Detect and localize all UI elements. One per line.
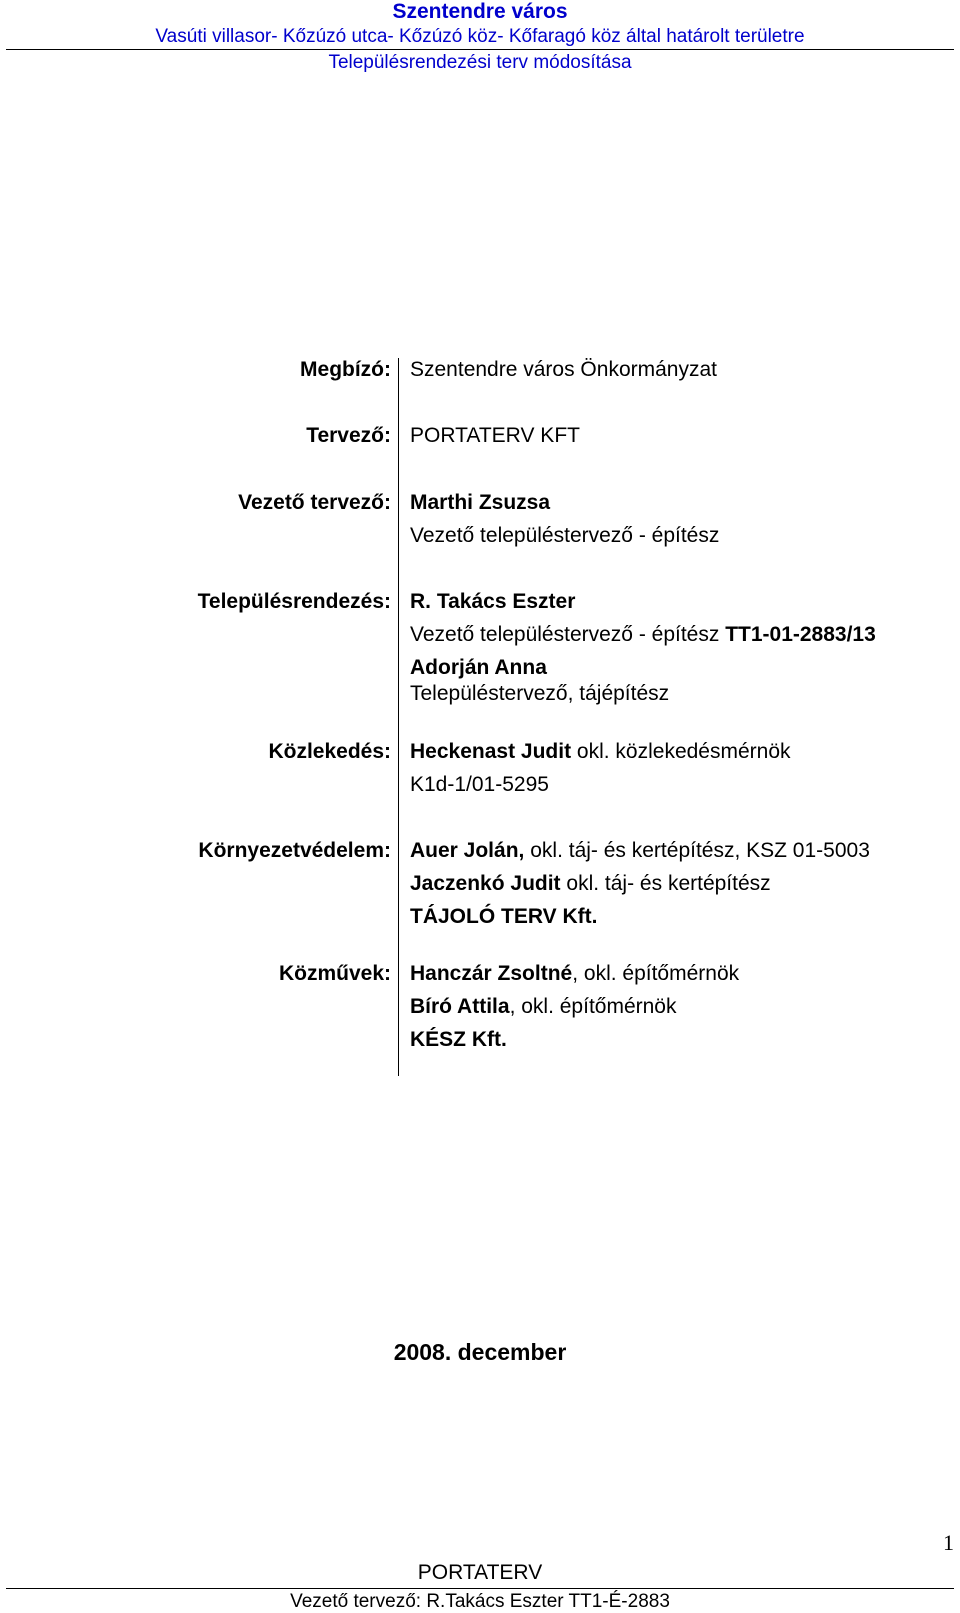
vezeto-tervezo-label: Vezető tervező: xyxy=(238,491,391,514)
kozlekedes-label: Közlekedés: xyxy=(268,740,391,763)
kozlekedes-name: Heckenast Judit xyxy=(410,740,572,763)
kozlekedes-role: okl. közlekedésmérnök xyxy=(576,740,791,763)
telepulesrendezes-person1-name: R. Takács Eszter xyxy=(410,590,576,613)
kozmuvek-company: KÉSZ Kft. xyxy=(410,1028,507,1051)
kornyezetvedelem-person1-line xyxy=(410,838,870,864)
kornyezetvedelem-person2-role: okl. táj- és kertépítész xyxy=(566,872,771,895)
kozmuvek-person2-role: , okl. építőmérnök xyxy=(509,995,677,1018)
telepulesrendezes-person1-line xyxy=(410,622,876,648)
kozmuvek-person1-name: Hanczár Zsoltné xyxy=(410,962,573,985)
telepulesrendezes-person2-name: Adorján Anna xyxy=(410,656,547,679)
telepulesrendezes-person2-role: Településtervező, tájépítész xyxy=(410,682,670,705)
telepulesrendezes-person1-reg: TT1-01-2883/13 xyxy=(725,623,876,646)
credits-divider xyxy=(398,358,399,1076)
kozmuvek-person1-line xyxy=(410,961,739,987)
kornyezetvedelem-label: Környezetvédelem: xyxy=(198,839,391,862)
header-subtitle: Vasúti villasor- Kőzúzó utca- Kőzúzó köz- Kőfaragó köz által határolt területre xyxy=(155,26,805,47)
kozmuvek-person2-name: Bíró Attila xyxy=(410,995,510,1018)
vezeto-tervezo-name: Marthi Zsuzsa xyxy=(410,491,551,514)
kozlekedes-reg: K1d-1/01-5295 xyxy=(410,773,549,796)
page-number: 1 xyxy=(943,1530,954,1555)
megbizo-value: Szentendre város Önkormányzat xyxy=(410,358,717,381)
kornyezetvedelem-person1-role: okl. táj- és kertépítész, KSZ 01-5003 xyxy=(530,839,870,862)
document-date: 2008. december xyxy=(393,1339,567,1365)
header-title: Szentendre város xyxy=(392,0,568,23)
kozmuvek-person1-role: , okl. építőmérnök xyxy=(572,962,740,985)
kozmuvek-label: Közművek: xyxy=(278,962,391,985)
kornyezetvedelem-company: TÁJOLÓ TERV Kft. xyxy=(410,905,598,928)
header-doc-type: Településrendezési terv módosítása xyxy=(328,52,632,73)
kornyezetvedelem-person1-name: Auer Jolán, xyxy=(410,839,525,862)
footer-company: PORTATERV xyxy=(417,1561,543,1584)
kozmuvek-person2-line xyxy=(410,994,676,1020)
telepulesrendezes-label: Településrendezés: xyxy=(197,590,391,613)
header-divider xyxy=(6,49,954,50)
vezeto-tervezo-role: Vezető településtervező - építész xyxy=(410,524,720,547)
footer-lead: Vezető tervező: R.Takács Eszter TT1-É-2883 xyxy=(290,1591,670,1612)
telepulesrendezes-person1-role: Vezető településtervező - építész xyxy=(410,623,720,646)
megbizo-label: Megbízó: xyxy=(300,358,391,381)
kornyezetvedelem-person2-line xyxy=(410,871,771,897)
kozlekedes-person-line xyxy=(410,739,791,765)
footer-divider xyxy=(6,1588,954,1589)
tervezo-value: PORTATERV KFT xyxy=(410,424,580,447)
kornyezetvedelem-person2-name: Jaczenkó Judit xyxy=(410,872,561,895)
tervezo-label: Tervező: xyxy=(306,424,391,447)
